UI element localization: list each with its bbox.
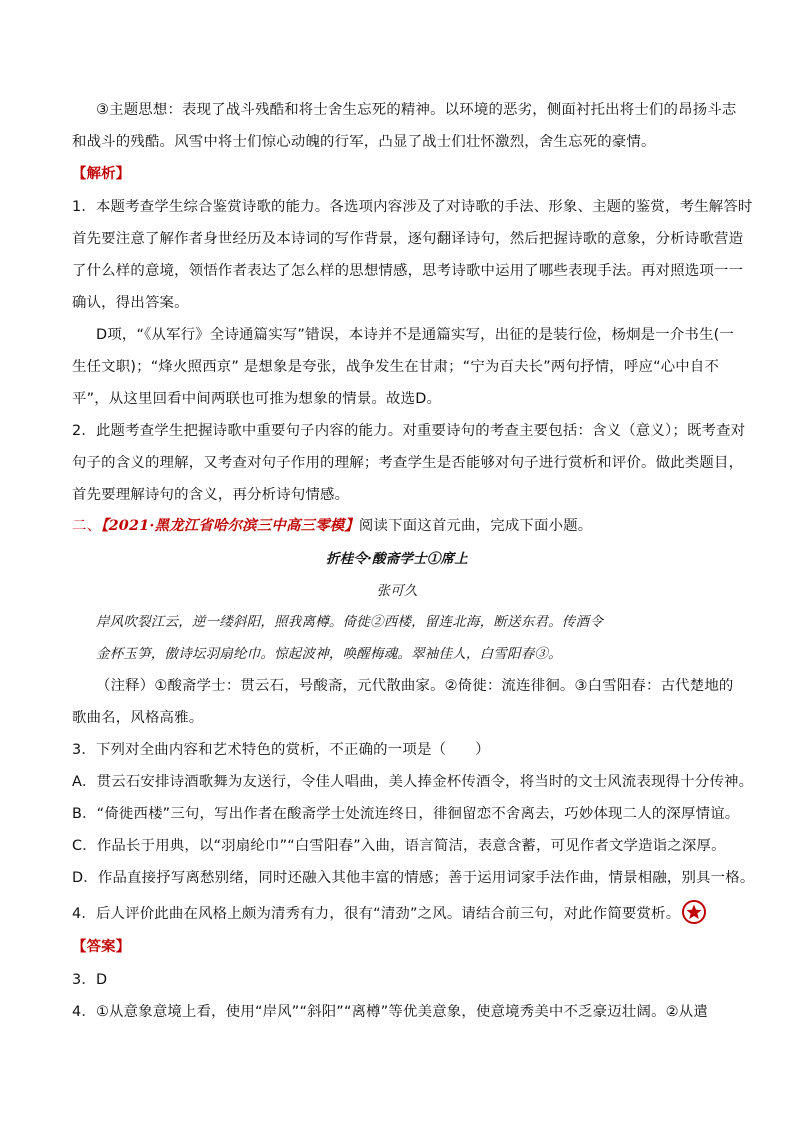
analysis-p3-line-2: 句子的含义的理解，又考查对句子作用的理解；考查学生是否能够对句子进行赏析和评价。做此类题目， (72, 455, 744, 471)
poem-author: 张可久 (376, 583, 418, 599)
answer-4: 4．①从意象意境上看，使用“岸风”“斜阳”“离樽”等优美意象，使意境秀美中不乏豪迈壮阔。②从遣 (72, 1004, 708, 1020)
theme-line-1: ③主题思想：表现了战斗残酷和将士舍生忘死的精神。以环境的恶劣，侧面衬托出将士们的昂扬斗志 (96, 102, 737, 118)
question-4-stem-row (72, 902, 706, 926)
analysis-p3-line-3: 首先要理解诗句的含义，再分析诗句情感。 (72, 487, 350, 503)
analysis-p1-line-3: 了什么样的意境，领悟作者表达了怎么样的思想情感，思考诗歌中运用了哪些表现手法。再对照选项一一 (72, 263, 744, 279)
analysis-p2-line-1: D项，“《从军行》全诗通篇实写”错误，本诗并不是通篇实写，出征的是装行俭，杨炯是一介书生(一 (96, 327, 735, 343)
poem-notes-line-1: （注释）①酸斋学士：贯云石，号酸斋，元代散曲家。②倚徙：流连徘徊。③白雪阳春：古代楚地的 (96, 678, 734, 694)
theme-line-2: 和战斗的残酷。风雪中将士们惊心动魄的行军，凸显了战士们壮怀激烈，舍生忘死的豪情。 (72, 134, 656, 150)
analysis-p3-line-1: 2．此题考查学生把握诗歌中重要句子内容的能力。对重要诗句的考查主要包括：含义（意义）；既考查对 (72, 423, 746, 439)
analysis-p1-line-4: 确认，得出答案。 (72, 295, 189, 311)
question-4-stem: 4．后人评价此曲在风格上颇为清秀有力，很有“清劲”之风。请结合前三句，对此作简要赏析。 (72, 906, 681, 922)
answer-header: 【答案】 (72, 939, 131, 955)
question-3-option-b: B．“倚徙西楼”三句，写出作者在酸斋学士处流连终日，徘徊留恋不舍离去，巧妙体现二人的深厚情谊。 (72, 806, 740, 822)
poem-line-1: 岸风吹裂江云，逆一缕斜阳，照我离樽。倚徙②西楼，留连北海，断送东君。传酒令 (96, 614, 603, 630)
analysis-p2-line-2: 生任文职)；“烽火照西京” 是想象是夸张，战争发生在甘肃；“宁为百夫长”两句抒情，呼应“心中自不 (72, 359, 720, 375)
poem-title: 折桂令·酸斋学士①席上 (326, 551, 468, 567)
poem-line-2: 金杯玉笋，傲诗坛羽扇纶巾。惊起波神，唤醒梅魂。翠袖佳人，白雪阳春③。 (96, 646, 562, 662)
star-icon (682, 900, 706, 924)
section-2-heading (72, 517, 592, 535)
analysis-p1-line-2: 首先要注意了解作者身世经历及本诗词的写作背景，逐句翻译诗句，然后把握诗歌的意象，分析诗歌营造 (72, 231, 744, 247)
section-2-prefix: 二、 (72, 518, 102, 534)
analysis-p1-line-1: 1．本题考查学生综合鉴赏诗歌的能力。各选项内容涉及了对诗歌的手法、形象、主题的鉴赏，考生解答时 (72, 199, 753, 215)
question-3-option-a: A．贯云石安排诗酒歌舞为友送行，令佳人唱曲，美人捧金杯传酒令，将当时的文士风流表现得十分传神。 (72, 774, 754, 790)
section-2-source: 【2021·黑龙江省哈尔滨三中高三零模】 (101, 517, 359, 534)
analysis-p2-line-3: 平”，从这里回看中间两联也可推为想象的情景。故选D。 (72, 391, 442, 407)
section-2-instruction: 阅读下面这首元曲，完成下面小题。 (358, 518, 593, 534)
analysis-header: 【解析】 (72, 166, 131, 182)
question-3-option-c: C．作品长于用典，以“羽扇纶巾”“白雪阳春”入曲，语言简洁，表意含蓄，可见作者文学造诣之深厚。 (72, 838, 726, 854)
answer-3: 3．D (72, 972, 108, 988)
poem-notes-line-2: 歌曲名，风格高雅。 (72, 710, 204, 726)
question-3-option-d: D．作品直接抒写离愁别绪，同时还融入其他丰富的情感；善于运用词家手法作曲，情景相融，别具一格。 (72, 870, 755, 886)
question-3-stem: 3．下列对全曲内容和艺术特色的赏析，不正确的一项是（ ） (72, 742, 490, 758)
